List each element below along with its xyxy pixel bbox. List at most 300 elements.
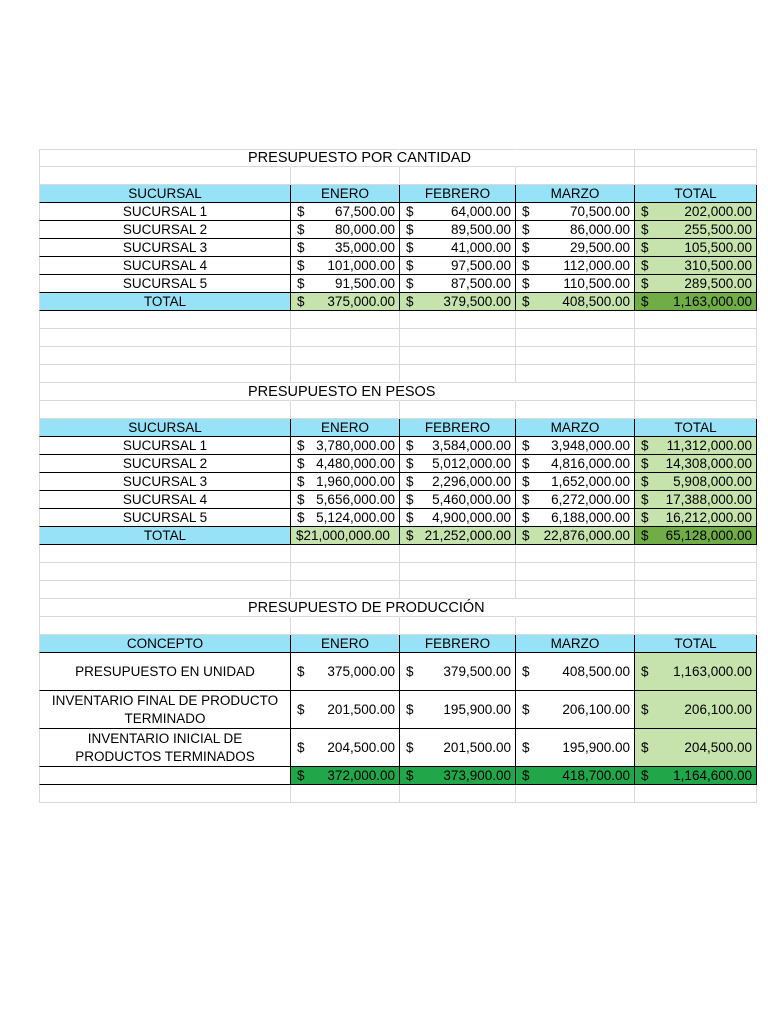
amount-cell[interactable] bbox=[400, 203, 516, 221]
table-row bbox=[39, 491, 757, 509]
currency-symbol: $ bbox=[522, 222, 530, 237]
amount-cell[interactable] bbox=[635, 239, 757, 257]
table-row bbox=[39, 203, 757, 221]
column-header[interactable]: MARZO bbox=[516, 419, 635, 437]
amount-cell[interactable] bbox=[635, 653, 757, 691]
sheet-cell[interactable] bbox=[516, 167, 635, 185]
currency-symbol: $ bbox=[406, 456, 414, 471]
currency-symbol: $ bbox=[297, 474, 305, 489]
amount-value: 22,876,000.00 bbox=[543, 528, 630, 543]
currency-symbol: $ bbox=[406, 474, 414, 489]
amount-cell[interactable] bbox=[516, 473, 635, 491]
currency-symbol: $ bbox=[406, 528, 414, 543]
currency-symbol: $ bbox=[297, 240, 305, 255]
amount-cell[interactable] bbox=[400, 455, 516, 473]
sheet-cell[interactable] bbox=[635, 617, 757, 635]
amount-cell[interactable] bbox=[635, 767, 757, 785]
amount-cell[interactable] bbox=[291, 729, 400, 767]
sheet-cell[interactable] bbox=[400, 581, 516, 599]
amount-value: 255,500.00 bbox=[684, 222, 752, 237]
currency-symbol: $ bbox=[406, 492, 414, 507]
amount-value: 289,500.00 bbox=[684, 276, 752, 291]
amount-cell[interactable] bbox=[635, 203, 757, 221]
currency-symbol: $ bbox=[641, 528, 649, 543]
amount-cell[interactable] bbox=[400, 767, 516, 785]
currency-symbol: $ bbox=[297, 492, 305, 507]
amount-value: 1,164,600.00 bbox=[673, 768, 752, 783]
amount-cell[interactable] bbox=[400, 221, 516, 239]
currency-symbol: $ bbox=[522, 768, 530, 783]
amount-value: 201,500.00 bbox=[327, 702, 395, 717]
sheet-cell[interactable] bbox=[516, 347, 635, 365]
sheet-cell[interactable] bbox=[516, 383, 635, 401]
amount-value: 65,128,000.00 bbox=[665, 528, 752, 543]
amount-cell[interactable] bbox=[516, 239, 635, 257]
amount-value: 70,500.00 bbox=[569, 204, 630, 219]
amount-value: 21,252,000.00 bbox=[424, 528, 511, 543]
sheet-cell[interactable] bbox=[635, 311, 757, 329]
sheet-row bbox=[39, 365, 757, 383]
amount-cell[interactable] bbox=[400, 275, 516, 293]
sheet-row bbox=[39, 401, 757, 419]
spreadsheet bbox=[39, 149, 757, 803]
sheet-row bbox=[39, 167, 757, 185]
amount-cell[interactable] bbox=[291, 437, 400, 455]
sheet-cell[interactable] bbox=[516, 329, 635, 347]
table-row bbox=[39, 729, 757, 767]
currency-symbol: $ bbox=[297, 276, 305, 291]
sheet-cell[interactable] bbox=[291, 401, 400, 419]
sheet-cell[interactable] bbox=[39, 545, 291, 563]
table-header-row bbox=[39, 419, 757, 437]
amount-cell[interactable] bbox=[291, 491, 400, 509]
currency-symbol: $ bbox=[641, 740, 649, 755]
table-row bbox=[39, 509, 757, 527]
sheet-cell[interactable] bbox=[291, 365, 400, 383]
column-header[interactable]: FEBRERO bbox=[400, 419, 516, 437]
currency-symbol: $ bbox=[522, 438, 530, 453]
amount-value: 6,272,000.00 bbox=[551, 492, 630, 507]
amount-value: 35,000.00 bbox=[334, 240, 395, 255]
row-label[interactable]: SUCURSAL 1 bbox=[39, 203, 291, 221]
row-label[interactable]: SUCURSAL 4 bbox=[39, 491, 291, 509]
row-label[interactable]: SUCURSAL 3 bbox=[39, 239, 291, 257]
amount-value: 5,908,000.00 bbox=[673, 474, 752, 489]
sheet-cell[interactable] bbox=[39, 599, 485, 617]
currency-symbol: $ bbox=[641, 510, 649, 525]
currency-symbol: $ bbox=[297, 768, 305, 783]
currency-symbol: $ bbox=[641, 474, 649, 489]
currency-symbol: $ bbox=[641, 294, 649, 309]
amount-cell[interactable] bbox=[635, 527, 757, 545]
sheet-cell[interactable] bbox=[516, 581, 635, 599]
sheet-cell[interactable] bbox=[400, 167, 516, 185]
amount-value: 201,500.00 bbox=[443, 740, 511, 755]
currency-symbol: $ bbox=[522, 664, 530, 679]
sheet-cell[interactable] bbox=[291, 329, 400, 347]
amount-cell[interactable] bbox=[291, 527, 400, 545]
currency-symbol: $ bbox=[522, 294, 530, 309]
total-label[interactable]: TOTAL bbox=[39, 527, 291, 545]
amount-cell[interactable] bbox=[635, 437, 757, 455]
table-row bbox=[39, 691, 757, 729]
amount-cell[interactable] bbox=[291, 509, 400, 527]
sheet-cell[interactable] bbox=[400, 347, 516, 365]
row-label[interactable]: SUCURSAL 4 bbox=[39, 257, 291, 275]
amount-value: 206,100.00 bbox=[562, 702, 630, 717]
amount-value: 375,000.00 bbox=[327, 294, 395, 309]
sheet-cell[interactable] bbox=[39, 329, 291, 347]
sheet-cell[interactable] bbox=[400, 617, 516, 635]
amount-cell[interactable] bbox=[291, 257, 400, 275]
sheet-cell[interactable] bbox=[635, 599, 757, 617]
amount-value: 418,700.00 bbox=[562, 768, 630, 783]
amount-value: 379,500.00 bbox=[443, 664, 511, 679]
amount-cell[interactable] bbox=[516, 257, 635, 275]
currency-symbol: $ bbox=[297, 294, 305, 309]
amount-value: 80,000.00 bbox=[334, 222, 395, 237]
amount-cell[interactable] bbox=[400, 691, 516, 729]
sheet-cell[interactable] bbox=[516, 563, 635, 581]
amount-cell[interactable] bbox=[516, 527, 635, 545]
currency-symbol: $ bbox=[406, 664, 414, 679]
amount-value: 206,100.00 bbox=[684, 702, 752, 717]
amount-value: 17,388,000.00 bbox=[665, 492, 752, 507]
amount-value: 11,312,000.00 bbox=[666, 438, 752, 453]
amount-value: 16,212,000.00 bbox=[665, 510, 752, 525]
currency-symbol: $ bbox=[522, 510, 530, 525]
amount-value: 91,500.00 bbox=[334, 276, 395, 291]
sheet-cell[interactable] bbox=[635, 365, 757, 383]
table-row bbox=[39, 257, 757, 275]
currency-symbol: $ bbox=[522, 474, 530, 489]
amount-cell[interactable] bbox=[635, 491, 757, 509]
sheet-cell[interactable] bbox=[400, 563, 516, 581]
currency-symbol: $ bbox=[641, 222, 649, 237]
table-row bbox=[39, 221, 757, 239]
column-header[interactable]: SUCURSAL bbox=[39, 185, 291, 203]
currency-symbol: $ bbox=[297, 702, 305, 717]
row-label[interactable]: SUCURSAL 5 bbox=[39, 275, 291, 293]
currency-symbol: $ bbox=[406, 204, 414, 219]
amount-cell[interactable] bbox=[400, 527, 516, 545]
sheet-cell[interactable] bbox=[516, 785, 635, 803]
amount-value: 375,000.00 bbox=[327, 664, 395, 679]
amount-value: 3,780,000.00 bbox=[316, 438, 395, 453]
amount-cell[interactable] bbox=[400, 653, 516, 691]
column-header[interactable]: ENERO bbox=[291, 635, 400, 653]
amount-value: 4,480,000.00 bbox=[316, 456, 395, 471]
table-row bbox=[39, 455, 757, 473]
sheet-cell[interactable] bbox=[635, 329, 757, 347]
amount-value: 1,960,000.00 bbox=[316, 474, 395, 489]
currency-symbol: $ bbox=[406, 510, 414, 525]
total-row bbox=[39, 767, 757, 785]
sheet-cell[interactable] bbox=[39, 167, 291, 185]
currency-symbol: $ bbox=[406, 276, 414, 291]
sheet-cell[interactable] bbox=[39, 149, 471, 167]
sheet-cell[interactable] bbox=[516, 365, 635, 383]
amount-value: 5,124,000.00 bbox=[316, 510, 395, 525]
sheet-cell[interactable] bbox=[635, 581, 757, 599]
sheet-cell[interactable] bbox=[39, 563, 291, 581]
currency-symbol: $ bbox=[641, 768, 649, 783]
sheet-cell[interactable] bbox=[400, 311, 516, 329]
sheet-cell[interactable] bbox=[516, 311, 635, 329]
amount-value: 41,000.00 bbox=[450, 240, 511, 255]
sheet-cell[interactable] bbox=[400, 365, 516, 383]
sheet-cell[interactable] bbox=[400, 785, 516, 803]
currency-symbol: $ bbox=[641, 204, 649, 219]
sheet-cell[interactable] bbox=[291, 545, 400, 563]
amount-value: 86,000.00 bbox=[569, 222, 630, 237]
sheet-cell[interactable] bbox=[635, 401, 757, 419]
sheet-cell[interactable] bbox=[400, 545, 516, 563]
sheet-cell[interactable] bbox=[291, 785, 400, 803]
amount-value: 112,000.00 bbox=[563, 258, 630, 273]
row-label[interactable]: SUCURSAL 3 bbox=[39, 473, 291, 491]
amount-cell[interactable] bbox=[516, 203, 635, 221]
total-label[interactable]: TOTAL bbox=[39, 293, 291, 311]
amount-cell[interactable] bbox=[635, 691, 757, 729]
currency-symbol: $ bbox=[641, 258, 649, 273]
currency-symbol: $ bbox=[641, 664, 649, 679]
amount-cell[interactable] bbox=[635, 257, 757, 275]
currency-symbol: $ bbox=[406, 438, 414, 453]
table-title: PRESUPUESTO EN PESOS bbox=[248, 383, 436, 400]
currency-symbol: $ bbox=[406, 294, 414, 309]
amount-cell[interactable] bbox=[635, 455, 757, 473]
amount-cell[interactable] bbox=[400, 257, 516, 275]
currency-symbol: $ bbox=[522, 276, 530, 291]
table-header-row bbox=[39, 185, 757, 203]
sheet-cell[interactable] bbox=[635, 545, 757, 563]
sheet-row bbox=[39, 311, 757, 329]
currency-symbol: $ bbox=[297, 664, 305, 679]
amount-cell[interactable] bbox=[400, 293, 516, 311]
sheet-cell[interactable] bbox=[291, 167, 400, 185]
currency-symbol: $ bbox=[297, 258, 305, 273]
sheet-cell[interactable] bbox=[39, 401, 291, 419]
sheet-cell[interactable] bbox=[39, 347, 291, 365]
column-header[interactable]: MARZO bbox=[516, 635, 635, 653]
amount-value: 5,012,000.00 bbox=[432, 456, 511, 471]
column-header[interactable]: TOTAL bbox=[635, 635, 757, 653]
currency-symbol: $ bbox=[641, 492, 649, 507]
amount-cell[interactable] bbox=[516, 491, 635, 509]
amount-cell[interactable] bbox=[635, 221, 757, 239]
amount-value: 1,163,000.00 bbox=[673, 664, 752, 679]
sheet-cell[interactable] bbox=[635, 383, 757, 401]
amount-cell[interactable] bbox=[635, 293, 757, 311]
sheet-row bbox=[39, 329, 757, 347]
currency-symbol: $ bbox=[406, 702, 414, 717]
table-header-row bbox=[39, 635, 757, 653]
amount-value: 372,000.00 bbox=[327, 768, 395, 783]
sheet-cell[interactable] bbox=[516, 401, 635, 419]
currency-symbol: $ bbox=[297, 222, 305, 237]
sheet-cell[interactable] bbox=[635, 563, 757, 581]
table-row bbox=[39, 473, 757, 491]
sheet-cell[interactable] bbox=[635, 149, 757, 167]
column-header[interactable]: TOTAL bbox=[635, 419, 757, 437]
amount-cell[interactable] bbox=[635, 509, 757, 527]
amount-cell[interactable] bbox=[516, 653, 635, 691]
row-label[interactable]: INVENTARIO FINAL DE PRODUCTO TERMINADO bbox=[39, 691, 291, 729]
amount-value: 379,500.00 bbox=[443, 294, 511, 309]
amount-value: 5,460,000.00 bbox=[432, 492, 511, 507]
currency-symbol: $ bbox=[641, 438, 649, 453]
currency-symbol: $ bbox=[297, 740, 305, 755]
amount-value: 204,500.00 bbox=[684, 740, 752, 755]
total-row bbox=[39, 527, 757, 545]
amount-cell[interactable] bbox=[291, 275, 400, 293]
sheet-cell[interactable] bbox=[291, 617, 400, 635]
amount-cell[interactable] bbox=[291, 221, 400, 239]
amount-cell[interactable] bbox=[516, 293, 635, 311]
table-row bbox=[39, 275, 757, 293]
amount-cell[interactable] bbox=[400, 437, 516, 455]
amount-value: $21,000,000.00 bbox=[296, 528, 390, 543]
amount-cell[interactable] bbox=[635, 729, 757, 767]
table-title: PRESUPUESTO POR CANTIDAD bbox=[248, 150, 471, 166]
amount-value: 195,900.00 bbox=[443, 702, 511, 717]
amount-cell[interactable] bbox=[291, 473, 400, 491]
amount-value: 89,500.00 bbox=[450, 222, 511, 237]
sheet-row bbox=[39, 149, 757, 167]
amount-cell[interactable] bbox=[516, 455, 635, 473]
amount-cell[interactable] bbox=[291, 203, 400, 221]
sheet-row bbox=[39, 599, 757, 617]
amount-cell[interactable] bbox=[635, 275, 757, 293]
amount-value: 3,584,000.00 bbox=[432, 438, 511, 453]
sheet-cell[interactable] bbox=[39, 383, 436, 401]
amount-value: 110,500.00 bbox=[563, 276, 630, 291]
sheet-cell[interactable] bbox=[635, 167, 757, 185]
sheet-row bbox=[39, 347, 757, 365]
amount-cell[interactable] bbox=[635, 473, 757, 491]
amount-value: 5,656,000.00 bbox=[316, 492, 395, 507]
sheet-cell[interactable] bbox=[291, 581, 400, 599]
column-header[interactable]: FEBRERO bbox=[400, 635, 516, 653]
column-header[interactable]: TOTAL bbox=[635, 185, 757, 203]
sheet-row bbox=[39, 383, 757, 401]
sheet-cell[interactable] bbox=[635, 785, 757, 803]
amount-cell[interactable] bbox=[516, 437, 635, 455]
currency-symbol: $ bbox=[522, 204, 530, 219]
sheet-cell[interactable] bbox=[39, 581, 291, 599]
sheet-cell[interactable] bbox=[635, 347, 757, 365]
amount-value: 2,296,000.00 bbox=[432, 474, 511, 489]
column-header[interactable]: CONCEPTO bbox=[39, 635, 291, 653]
amount-cell[interactable] bbox=[400, 491, 516, 509]
amount-cell[interactable] bbox=[291, 239, 400, 257]
amount-value: 1,163,000.00 bbox=[673, 294, 752, 309]
amount-value: 14,308,000.00 bbox=[665, 456, 752, 471]
row-label[interactable]: INVENTARIO INICIAL DE PRODUCTOS TERMINADOS bbox=[39, 729, 291, 767]
sheet-cell[interactable] bbox=[291, 347, 400, 365]
total-label[interactable] bbox=[39, 767, 291, 785]
amount-value: 64,000.00 bbox=[450, 204, 511, 219]
table-row bbox=[39, 653, 757, 691]
amount-value: 87,500.00 bbox=[450, 276, 511, 291]
sheet-row bbox=[39, 545, 757, 563]
currency-symbol: $ bbox=[406, 740, 414, 755]
sheet-cell[interactable] bbox=[516, 617, 635, 635]
column-header[interactable]: MARZO bbox=[516, 185, 635, 203]
column-header[interactable]: SUCURSAL bbox=[39, 419, 291, 437]
amount-cell[interactable] bbox=[291, 455, 400, 473]
amount-cell[interactable] bbox=[516, 691, 635, 729]
amount-cell[interactable] bbox=[400, 239, 516, 257]
sheet-cell[interactable] bbox=[291, 563, 400, 581]
currency-symbol: $ bbox=[522, 456, 530, 471]
sheet-cell[interactable] bbox=[516, 599, 635, 617]
amount-cell[interactable] bbox=[291, 767, 400, 785]
amount-value: 202,000.00 bbox=[684, 204, 752, 219]
amount-value: 408,500.00 bbox=[562, 664, 630, 679]
currency-symbol: $ bbox=[406, 258, 414, 273]
sheet-cell[interactable] bbox=[516, 545, 635, 563]
amount-cell[interactable] bbox=[516, 729, 635, 767]
sheet-cell[interactable] bbox=[400, 401, 516, 419]
row-label[interactable]: SUCURSAL 2 bbox=[39, 455, 291, 473]
amount-value: 310,500.00 bbox=[684, 258, 752, 273]
table-title: PRESUPUESTO DE PRODUCCIÓN bbox=[248, 599, 485, 616]
currency-symbol: $ bbox=[406, 768, 414, 783]
amount-value: 408,500.00 bbox=[562, 294, 630, 309]
amount-value: 3,948,000.00 bbox=[551, 438, 630, 453]
amount-cell[interactable] bbox=[400, 729, 516, 767]
amount-cell[interactable] bbox=[516, 767, 635, 785]
amount-cell[interactable] bbox=[400, 509, 516, 527]
sheet-cell[interactable] bbox=[39, 617, 291, 635]
column-header[interactable]: FEBRERO bbox=[400, 185, 516, 203]
row-label[interactable]: SUCURSAL 2 bbox=[39, 221, 291, 239]
currency-symbol: $ bbox=[406, 240, 414, 255]
currency-symbol: $ bbox=[297, 204, 305, 219]
currency-symbol: $ bbox=[641, 240, 649, 255]
sheet-row bbox=[39, 785, 757, 803]
amount-value: 97,500.00 bbox=[450, 258, 511, 273]
amount-value: 1,652,000.00 bbox=[551, 474, 630, 489]
amount-value: 29,500.00 bbox=[569, 240, 630, 255]
amount-cell[interactable] bbox=[516, 275, 635, 293]
amount-value: 204,500.00 bbox=[327, 740, 395, 755]
sheet-cell[interactable] bbox=[39, 365, 291, 383]
total-row bbox=[39, 293, 757, 311]
amount-cell[interactable] bbox=[291, 293, 400, 311]
sheet-cell[interactable] bbox=[400, 329, 516, 347]
sheet-cell[interactable] bbox=[291, 311, 400, 329]
amount-cell[interactable] bbox=[516, 509, 635, 527]
column-header[interactable]: ENERO bbox=[291, 185, 400, 203]
amount-cell[interactable] bbox=[516, 221, 635, 239]
amount-cell[interactable] bbox=[400, 473, 516, 491]
sheet-cell[interactable] bbox=[39, 311, 291, 329]
sheet-cell[interactable] bbox=[39, 785, 291, 803]
sheet-row bbox=[39, 563, 757, 581]
amount-cell[interactable] bbox=[291, 653, 400, 691]
row-label[interactable]: SUCURSAL 5 bbox=[39, 509, 291, 527]
sheet-cell[interactable] bbox=[516, 149, 635, 167]
currency-symbol: $ bbox=[641, 456, 649, 471]
amount-cell[interactable] bbox=[291, 691, 400, 729]
row-label[interactable]: PRESUPUESTO EN UNIDAD bbox=[39, 653, 291, 691]
currency-symbol: $ bbox=[406, 222, 414, 237]
column-header[interactable]: ENERO bbox=[291, 419, 400, 437]
row-label[interactable]: SUCURSAL 1 bbox=[39, 437, 291, 455]
